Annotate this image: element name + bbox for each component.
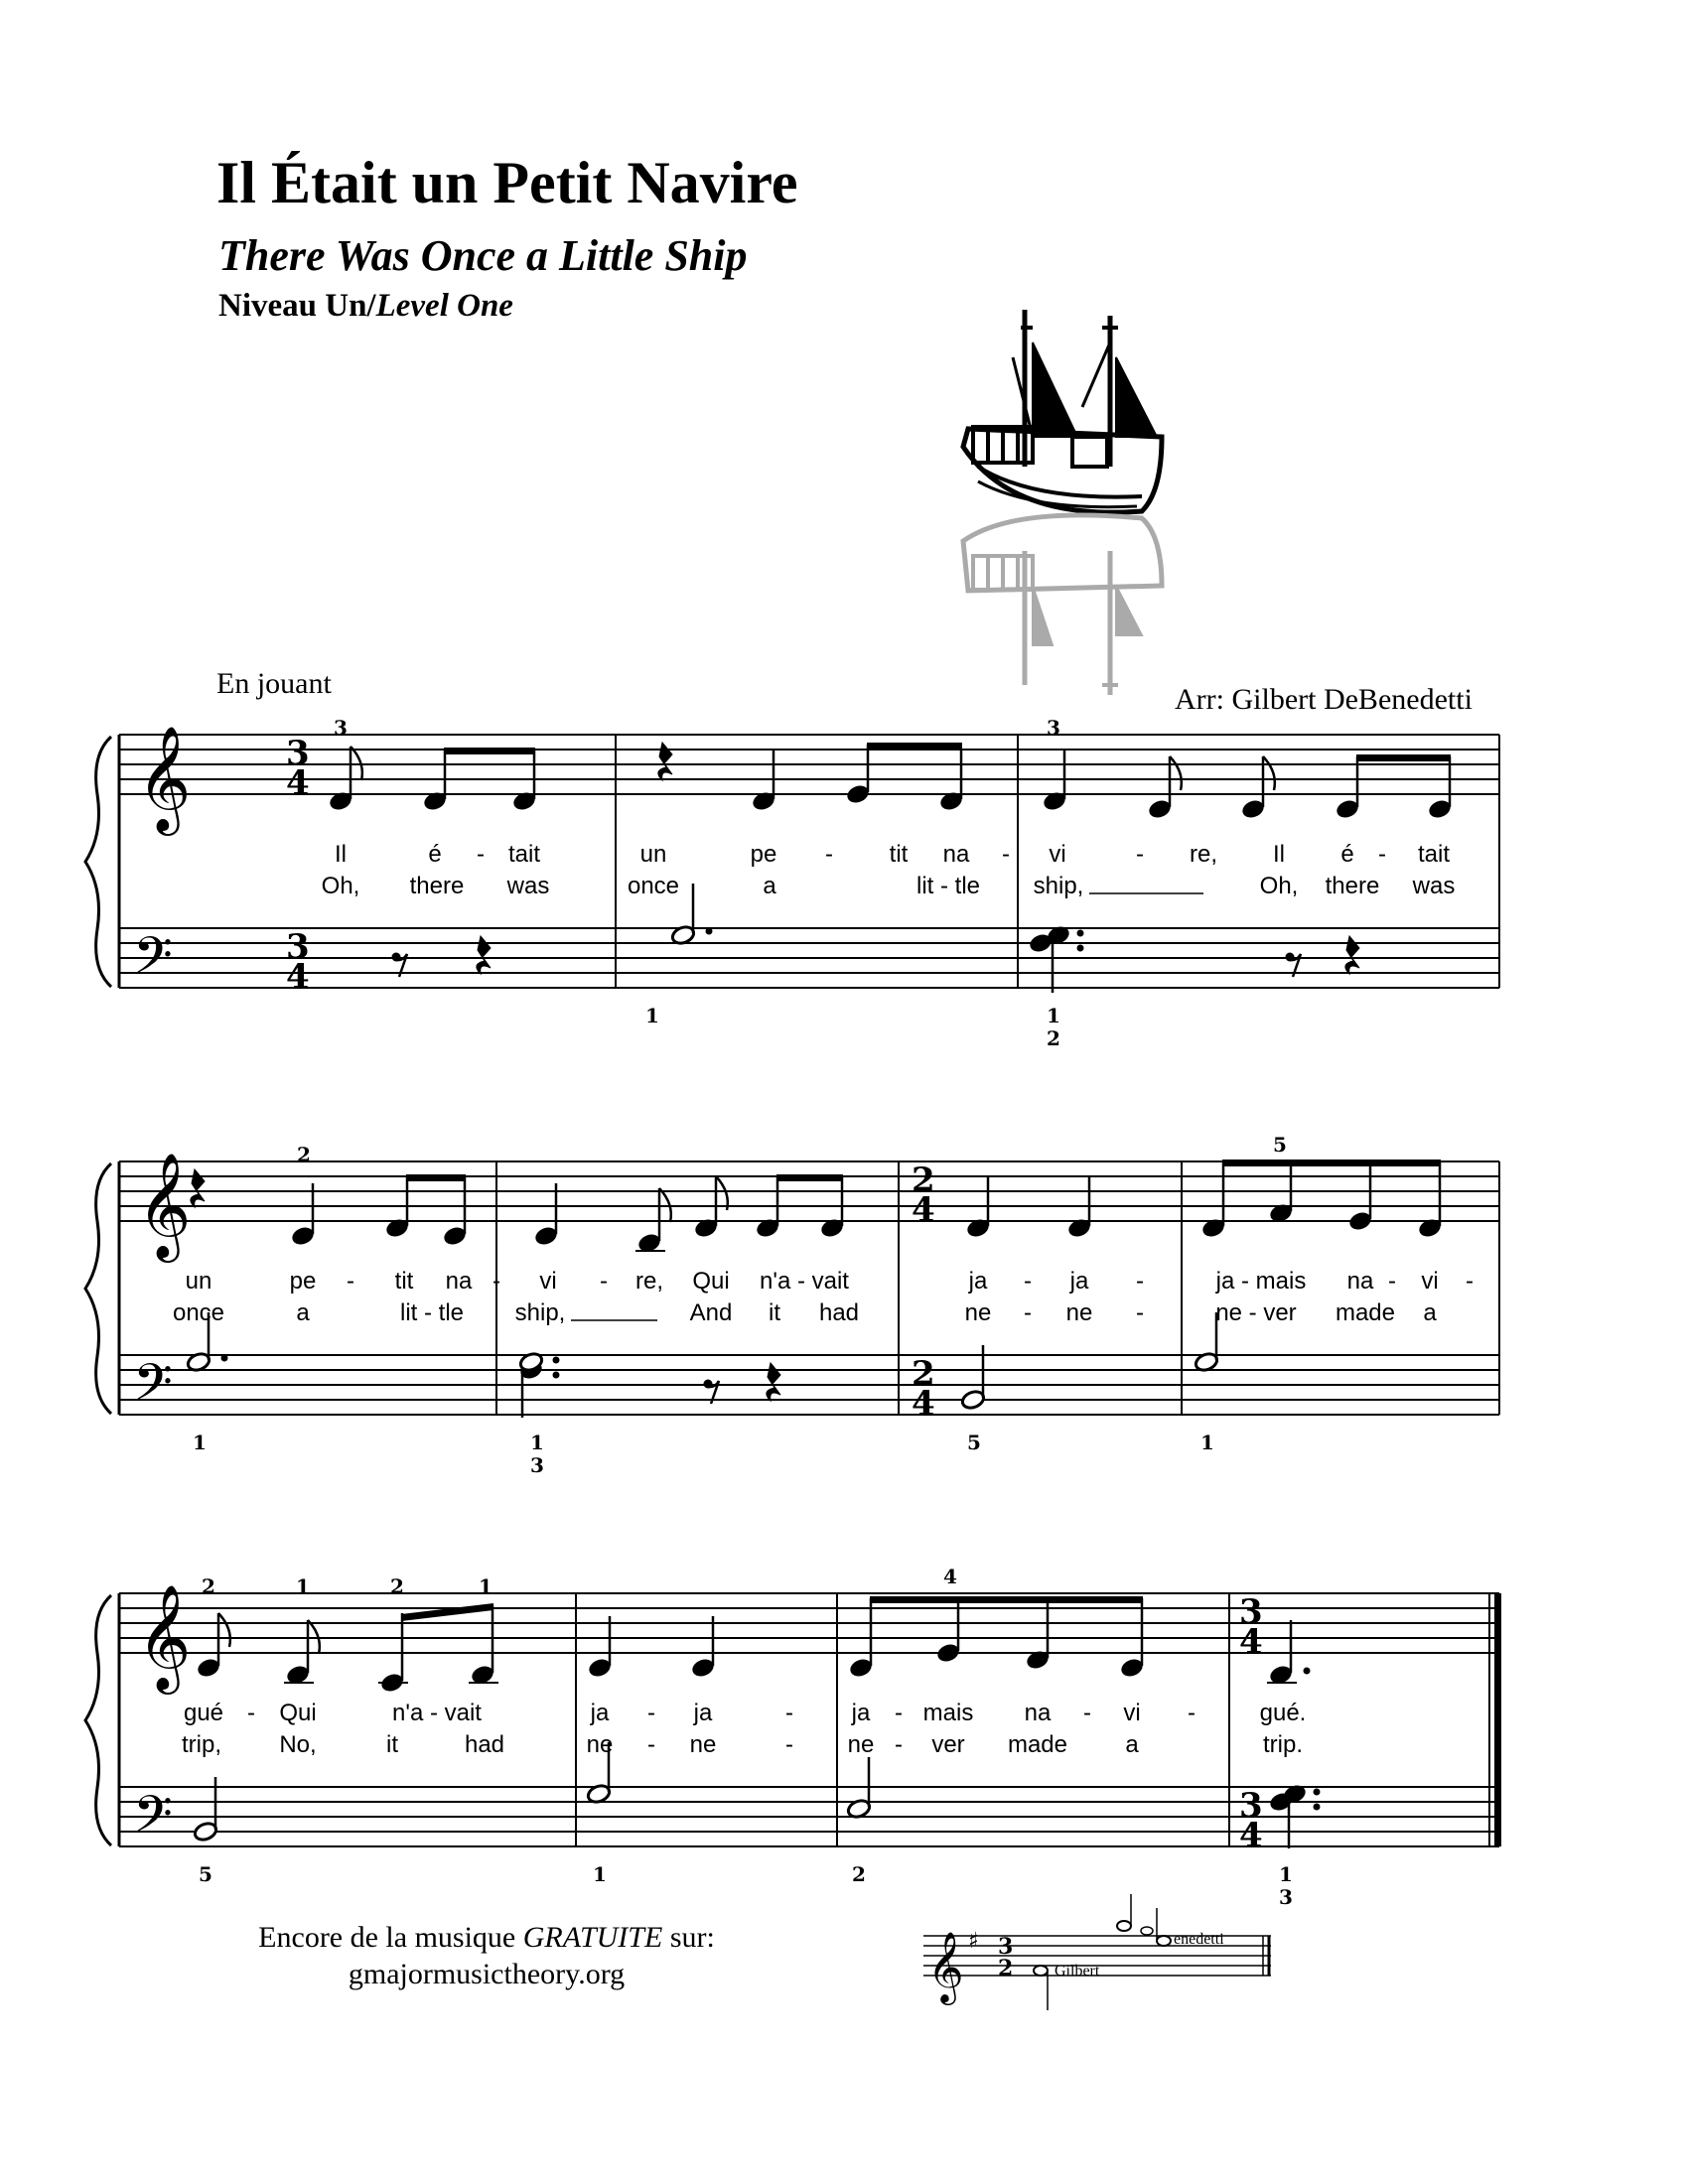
fingering: 1 [1200,1431,1214,1454]
quarter-rest-icon [191,1169,205,1207]
fingering: 2 [202,1574,215,1598]
lyric-hyphen: - [785,1700,793,1726]
footer-emphasis: GRATUITE [522,1921,663,1954]
lyric-syllable: ne [689,1731,717,1758]
lyric-syllable: n'a - vait [760,1268,849,1295]
lyrics-english [322,873,1456,899]
lyric-syllable: ne [1065,1299,1093,1326]
lyrics-french [186,1268,1474,1295]
lyric-syllable: a [296,1299,310,1326]
lyric-syllable: ne [586,1731,614,1758]
bass-notes [392,884,1359,993]
lyric-syllable: lit - tle [399,1299,465,1326]
ts-bottom: 4 [912,1384,935,1424]
fingering: 5 [199,1862,212,1886]
grand-staff-brace [85,1595,111,1845]
lyric-syllable: lit - tle [915,873,981,899]
lyric-syllable: once [172,1299,225,1326]
lyric-syllable: ne - ver [1215,1299,1297,1326]
lyric-syllable: was [1412,873,1456,899]
ts-top: 3 [286,734,310,773]
ts-top: 2 [912,1354,935,1394]
lyric-syllable: ja [851,1700,871,1726]
fingering: 3 [1279,1885,1293,1909]
lyric-hyphen: - [477,841,485,868]
lyric-hyphen: - [1136,1299,1144,1326]
lyric-syllable: a [1125,1731,1139,1758]
lyric-syllable: na [445,1268,473,1295]
lyric-hyphen: - [600,1268,608,1295]
page-subtitle: There Was Once a Little Ship [218,231,748,280]
logo-treble-clef-icon: 𝄞 [927,1930,964,2002]
fingering: 5 [967,1431,981,1454]
lyric-hyphen: - [1136,1268,1144,1295]
lyric-syllable: Oh, [1259,873,1299,899]
lyric-syllable: No, [279,1731,317,1758]
lyric-syllable: un [639,841,667,868]
lyric-syllable: once [627,873,680,899]
lyric-syllable: it [769,1299,780,1326]
quarter-rest-icon [1345,936,1359,974]
system-3 [85,1565,1501,1909]
fingering: 1 [479,1574,492,1598]
footer-suffix: sur: [662,1921,715,1954]
footer-prefix: Encore de la musique [258,1921,523,1954]
lyric-syllable: re, [1189,841,1218,868]
lyric-syllable: ja [968,1268,988,1295]
logo-ts-bottom: 2 [998,1956,1014,1981]
lyric-syllable: tit [394,1268,414,1295]
lyrics-english [173,1299,1437,1326]
fingering: 2 [390,1574,404,1598]
page-title: Il Était un Petit Navire [216,150,798,215]
lyric-syllable: na [1346,1268,1374,1295]
lyric-hyphen: - [895,1700,903,1726]
lyric-syllable: pe [289,1268,317,1295]
lyric-syllable: é [1340,841,1354,868]
lyric-hyphen: - [247,1700,255,1726]
lyric-syllable: pe [750,841,777,868]
system-2 [85,1133,1499,1477]
arranger-credit: Arr: Gilbert DeBenedetti [1175,683,1473,716]
lyrics-english [182,1731,1303,1758]
fingering: 1 [530,1431,544,1454]
lyric-hyphen: - [1378,841,1386,868]
lyric-syllable: it [386,1731,398,1758]
lyric-hyphen: - [895,1731,903,1758]
lyric-syllable: vi [1421,1268,1439,1295]
level-fr: Niveau Un/ [218,288,376,324]
lyric-syllable: ja [693,1700,713,1726]
treble-clef-icon: 𝄞 [137,725,192,831]
lyric-hyphen: - [347,1268,354,1295]
ts-bottom: 4 [286,763,310,803]
tempo-marking: En jouant [216,667,332,700]
quarter-rest-icon [767,1363,780,1401]
fingering: 1 [1047,1004,1060,1027]
ts-top: 3 [1239,1592,1263,1632]
lyric-hyphen: - [1002,841,1010,868]
lyric-hyphen: - [1188,1700,1196,1726]
lyric-syllable: un [185,1268,212,1295]
fingering: 3 [1047,716,1060,740]
lyric-hyphen: - [825,841,833,868]
ts-bottom: 4 [912,1190,935,1230]
logo-text-right: enedetti [1174,1931,1224,1948]
lyric-syllable: there [409,873,465,899]
lyric-syllable: é [428,841,442,868]
lyric-syllable: vi [1049,841,1066,868]
lyric-syllable: a [763,873,776,899]
fingering: 5 [1273,1133,1287,1157]
lyric-syllable: na [1024,1700,1052,1726]
lyric-syllable: tait [1417,841,1451,868]
lyric-syllable: vi [1123,1700,1141,1726]
lyric-syllable: gué. [1259,1700,1307,1726]
logo-ts-top: 3 [998,1934,1014,1960]
fingering: 1 [645,1004,659,1027]
ts-bottom: 4 [1239,1622,1263,1662]
lyric-syllable: mais [922,1700,974,1726]
lyric-syllable: Oh, [321,873,360,899]
lyric-hyphen: - [785,1731,793,1758]
lyric-syllable: there [1325,873,1380,899]
ts-top: 3 [1239,1786,1263,1826]
treble-notes [328,743,1452,820]
lyric-syllable: trip, [181,1731,222,1758]
lyric-syllable: ja [1069,1268,1089,1295]
fingering: 3 [334,716,348,740]
lyric-syllable: ship, [1033,873,1084,899]
fingering: 3 [530,1453,544,1477]
treble-notes [196,1596,1310,1694]
treble-clef-icon: 𝄞 [137,1152,192,1258]
final-barline [1494,1593,1501,1846]
fingering: 1 [593,1862,607,1886]
fingering: 2 [1047,1026,1060,1050]
lyric-hyphen: - [647,1731,655,1758]
lyric-syllable: ship, [514,1299,566,1326]
footer-line-1 [0,1921,973,1955]
lyrics-french [335,841,1450,868]
lyric-syllable: tit [889,841,909,868]
ts-bottom: 4 [1239,1816,1263,1855]
bass-notes [186,1312,1219,1418]
lyric-syllable: vi [539,1268,557,1295]
lyric-syllable: tait [507,841,541,868]
lyric-hyphen: - [1024,1299,1032,1326]
lyric-syllable: re, [634,1268,664,1295]
bass-clef-icon: 𝄢 [133,1784,173,1856]
lyric-hyphen: - [647,1700,655,1726]
logo-text-left: Gilbert [1055,1963,1100,1979]
lyric-syllable: ja - mais [1215,1268,1307,1295]
bass-clef-icon: 𝄢 [133,1352,173,1425]
lyric-hyphen: - [1083,1700,1091,1726]
system-1 [85,716,1499,1050]
lyric-hyphen: - [1388,1268,1396,1295]
lyric-syllable: na [942,841,970,868]
lyric-syllable: had [464,1731,505,1758]
lyric-syllable: n'a - vait [392,1700,482,1726]
ship-reflection [963,515,1162,695]
grand-staff-brace [85,737,111,987]
lyric-syllable: trip. [1262,1731,1304,1758]
lyric-syllable: had [818,1299,860,1326]
ts-top: 2 [912,1160,935,1200]
sailing-ship-icon [963,310,1162,512]
level-en: Level One [375,288,513,324]
gilbert-debenedetti-logo [923,1894,1271,2010]
fingering: 1 [1279,1862,1293,1886]
lyric-hyphen: - [1466,1268,1474,1295]
ts-bottom: 4 [286,957,310,997]
grand-staff-brace [85,1163,111,1414]
lyric-syllable: ne [847,1731,875,1758]
lyric-syllable: made [1335,1299,1396,1326]
lyric-syllable: Qui [692,1268,730,1295]
lyric-hyphen: - [492,1268,500,1295]
fingering: 1 [296,1574,310,1598]
treble-clef-icon: 𝄞 [137,1583,192,1690]
fingering: 2 [297,1143,311,1166]
lyric-syllable: ver [931,1731,965,1758]
lyrics-french [184,1700,1306,1726]
lyric-syllable: ne [964,1299,992,1326]
fingering: 2 [852,1862,866,1886]
footer-website-link[interactable]: gmajormusictheory.org [348,1958,626,1990]
quarter-rest-icon [477,936,491,974]
lyric-syllable: a [1423,1299,1437,1326]
lyric-syllable: ja [590,1700,610,1726]
bass-clef-icon: 𝄢 [133,925,173,998]
lyric-syllable: Il [335,841,347,868]
quarter-rest-icon [658,743,672,780]
lyric-syllable: made [1007,1731,1068,1758]
lyric-syllable: And [689,1299,733,1326]
lyric-syllable: gué [183,1700,224,1726]
sharp-icon: ♯ [968,1929,979,1954]
lyric-syllable: Qui [279,1700,317,1726]
lyric-syllable: was [506,873,550,899]
fingering: 1 [193,1431,207,1454]
lyric-hyphen: - [1024,1268,1032,1295]
ts-top: 3 [286,927,310,967]
lyric-hyphen: - [1136,841,1144,868]
lyric-syllable: Il [1273,841,1285,868]
fingering: 4 [943,1565,957,1588]
